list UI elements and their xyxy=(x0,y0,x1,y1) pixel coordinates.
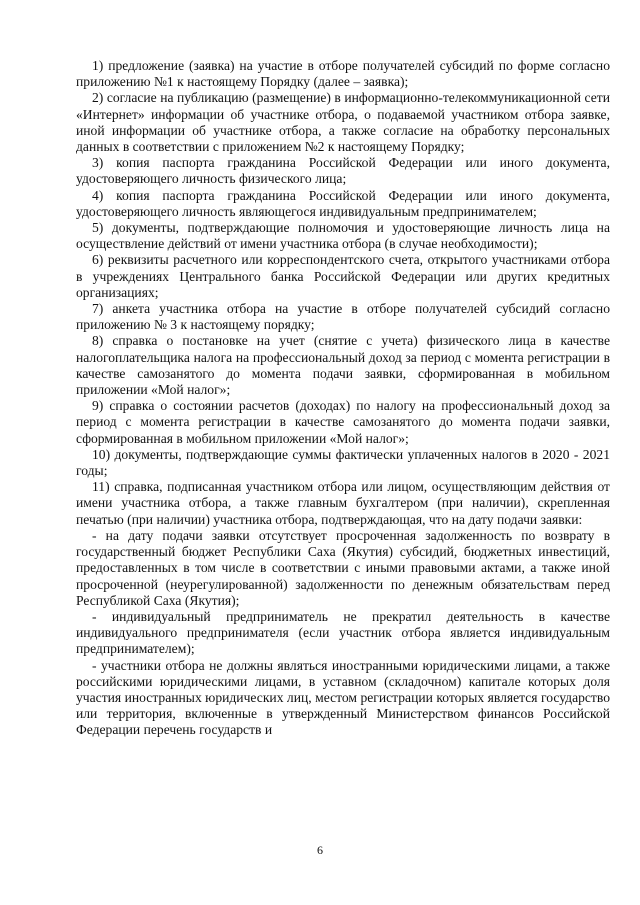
paragraph-item-1: 1) предложение (заявка) на участие в отборе получателей субсидий по форме согласно приложению №1 к настоящему Порядку (далее – заявка); xyxy=(76,58,610,90)
paragraph-item-2: 2) согласие на публикацию (размещение) в информационно-телекоммуникационной сети «Интернет» информации об участнике отбора, о подаваемой участником отбора заявке, иной информации об участнике отбора, а также согласие на обработку персональных данных в соответствии с приложением №2 к настоящему Порядку; xyxy=(76,90,610,155)
paragraph-item-8: 8) справка о постановке на учет (снятие с учета) физического лица в качестве налогоплательщика налога на профессиональный доход за период с момента регистрации в качестве самозанятого до момента подачи заявки, сформированная в мобильном приложении «Мой налог»; xyxy=(76,333,610,398)
paragraph-item-7: 7) анкета участника отбора на участие в отборе получателей субсидий согласно приложению № 3 к настоящему порядку; xyxy=(76,301,610,333)
paragraph-item-4: 4) копия паспорта гражданина Российской Федерации или иного документа, удостоверяющего личность являющегося индивидуальным предпринимателем; xyxy=(76,187,610,219)
paragraph-subitem-entrepreneur: - индивидуальный предприниматель не прекратил деятельность в качестве индивидуального предпринимателя (если участник отбора является индивидуальным предпринимателем); xyxy=(76,608,610,657)
page-number: 6 xyxy=(317,843,323,857)
paragraph-item-9: 9) справка о состоянии расчетов (доходах) по налогу на профессиональный доход за период с момента регистрации в качестве самозанятого до момента подачи заявки, сформированная в мобильном приложении «Мой налог»; xyxy=(76,398,610,446)
paragraph-item-5: 5) документы, подтверждающие полномочия и удостоверяющие личность лица на осуществление действий от имени участника отбора (в случае необходимости); xyxy=(76,220,610,252)
paragraph-item-3: 3) копия паспорта гражданина Российской Федерации или иного документа, удостоверяющего личность физического лица; xyxy=(76,155,610,187)
paragraph-item-6: 6) реквизиты расчетного или корреспондентского счета, открытого участниками отбора в учреждениях Центрального банка Российской Федерации или других кредитных организациях; xyxy=(76,252,610,300)
paragraph-subitem-debt: - на дату подачи заявки отсутствует просроченная задолженность по возврату в государственный бюджет Республики Саха (Якутия) субсидий, бюджетных инвестиций, предоставленных в том числе в соответствии с иными правовыми актами, а также иной просроченной (неурегулированной) задолженности по денежным обязательствам перед Республикой Саха (Якутия); xyxy=(76,527,610,608)
document-body xyxy=(76,58,610,739)
paragraph-subitem-foreign-entities: - участники отбора не должны являться иностранными юридическими лицами, а также российскими юридическими лицами, в уставном (складочном) капитале которых доля участия иностранных юридических лиц, местом регистрации которых является государство или территория, включенные в утвержденный Министерством финансов Российской Федерации перечень государств и xyxy=(76,657,610,738)
paragraph-item-11: 11) справка, подписанная участником отбора или лицом, осуществляющим действия от имени участника отбора, а также главным бухгалтером (при наличии), скрепленная печатью (при наличии) участника отбора, подтверждающая, что на дату подачи заявки: xyxy=(76,479,610,527)
paragraph-item-10: 10) документы, подтверждающие суммы фактически уплаченных налогов в 2020 - 2021 годы; xyxy=(76,446,610,479)
